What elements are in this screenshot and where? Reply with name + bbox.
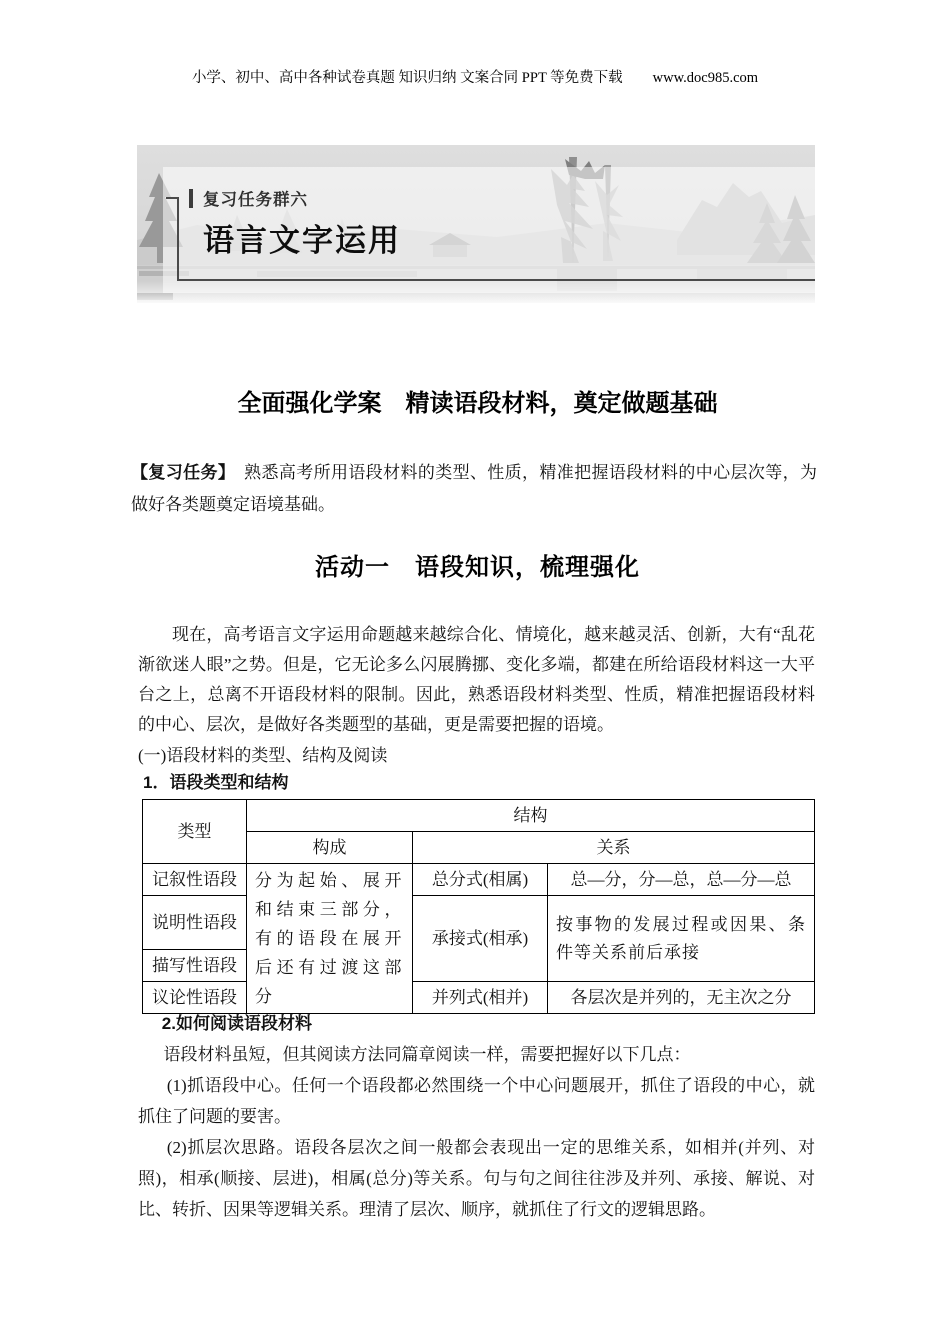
site-url-link[interactable]: www.doc985.com	[652, 70, 759, 86]
relation-name-cell: 承接式(相承)	[413, 896, 548, 982]
relation-name-cell: 并列式(相并)	[413, 982, 548, 1014]
type-cell: 记叙性语段	[143, 864, 247, 896]
review-task-label: 【复习任务】	[131, 463, 227, 482]
header-structure: 结构	[247, 800, 815, 832]
relation-desc-cell: 按事物的发展过程或因果、条件等关系前后承接	[548, 896, 815, 982]
header-compose: 构成	[247, 832, 413, 864]
reading-point-1: (1)抓语段中心。任何一个语段都必然围绕一个中心问题展开，抓住了语段的中心，就抓住了问题的要害。	[138, 1076, 815, 1126]
relation-desc-cell: 各层次是并列的，无主次之分	[548, 982, 815, 1014]
type-cell: 说明性语段	[143, 896, 247, 950]
compose-cell: 分为起始、展开和结束三部分，有的语段在展开后还有过渡这部分	[247, 864, 413, 1014]
banner-kicker	[189, 186, 308, 210]
reading-section	[138, 1008, 815, 1225]
reading-point-2: (2)抓层次思路。语段各层次之间一般都会表现出一定的思维关系，如相并(并列、对照)，相承(顺接、层进)，相属(总分)等关系。句与句之间往往涉及并列、承接、解说、对比、转折、因果等逻辑关系。理清了层次、顺序，就抓住了行文的逻辑思路。	[138, 1138, 815, 1219]
unit-banner	[137, 145, 815, 303]
relation-name-cell: 总分式(相属)	[413, 864, 548, 896]
table-row	[143, 896, 815, 950]
site-header	[0, 66, 950, 87]
doc-title: 全面强化学案 精读语段材料，奠定做题基础	[237, 390, 718, 417]
sub1-title: 1．语段类型和结构	[143, 773, 289, 792]
table-header-row-1	[143, 800, 815, 832]
promo-text: 小学、初中、高中各种试卷真题 知识归纳 文案合同 PPT 等免费下载	[191, 70, 623, 86]
review-task-text: 熟悉高考所用语段材料的类型、性质，精准把握语段材料的中心层次等，为做好各类题奠定语境基础。	[131, 463, 818, 514]
sub2-title: 2.如何阅读语段材料	[161, 1014, 312, 1033]
type-cell: 议论性语段	[143, 982, 247, 1014]
relation-desc-cell: 总—分，分—总，总—分—总	[548, 864, 815, 896]
type-cell: 描写性语段	[143, 950, 247, 982]
paragraph-structure-table	[142, 799, 815, 1014]
intro-paragraph: 现在，高考语言文字运用命题越来越综合化、情境化，越来越灵活、创新，大有“乱花渐欲迷人眼”之势。但是，它无论多么闪展腾挪、变化多端，都建在所给语段材料这一大平台之上，总离不开语段材料的限制。因此，熟悉语段材料类型、性质，精准把握语段材料的中心、层次，是做好各类题型的基础，更是需要把握的语境。	[138, 625, 815, 734]
banner-title: 语言文字运用	[203, 223, 401, 258]
section1-label: (一)语段材料的类型、结构及阅读	[138, 746, 388, 765]
kicker-bar-icon	[189, 189, 193, 208]
review-task-block	[131, 457, 817, 521]
activity-title: 活动一 语段知识，梳理强化	[315, 555, 640, 581]
header-relation: 关系	[413, 832, 815, 864]
kicker-label: 复习任务群六	[203, 191, 308, 209]
sub2-intro: 语段材料虽短，但其阅读方法同篇章阅读一样，需要把握好以下几点：	[163, 1045, 691, 1064]
table-row	[143, 864, 815, 896]
header-type: 类型	[143, 800, 247, 864]
